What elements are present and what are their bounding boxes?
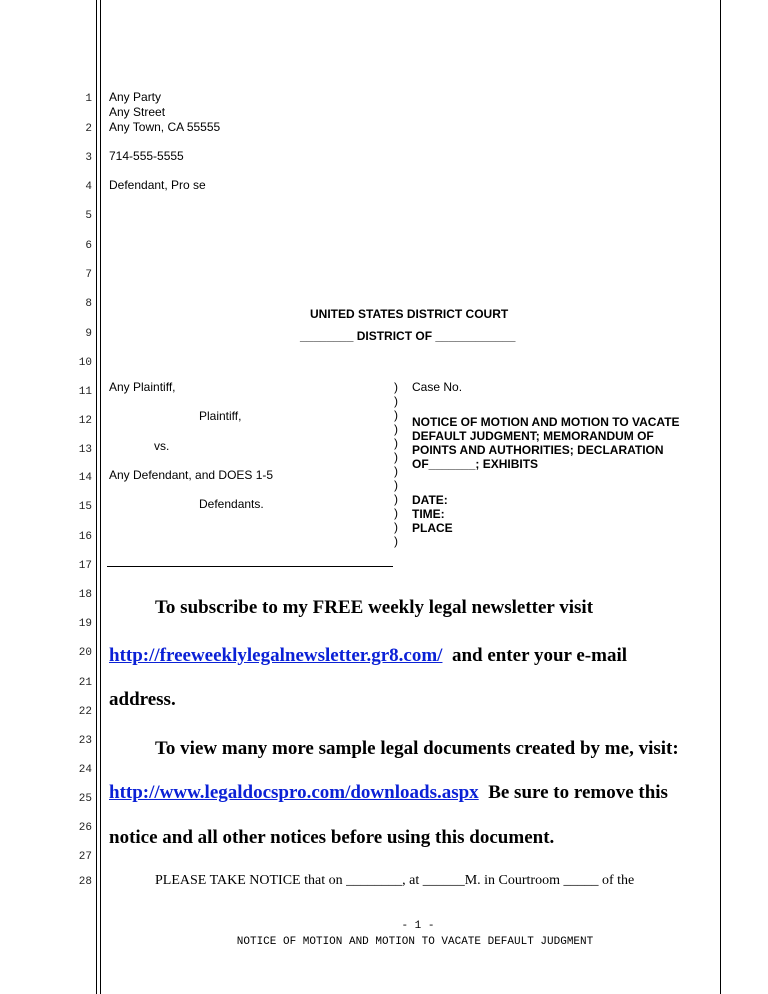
motion-title-line: DEFAULT JUDGMENT; MEMORANDUM OF <box>412 429 654 443</box>
caption-rule <box>107 566 393 567</box>
right-margin-line <box>720 0 721 994</box>
plaintiff-name: Any Plaintiff, <box>109 380 176 394</box>
line-number: 16 <box>78 531 92 543</box>
line-number: 11 <box>78 386 92 398</box>
view-documents-line: To view many more sample legal documents created by me, visit: <box>155 738 679 759</box>
newsletter-line-text: and enter your e-mail <box>451 645 628 666</box>
line-number: 26 <box>78 822 92 834</box>
caption-paren: ) <box>394 422 398 436</box>
notice-paragraph-line: PLEASE TAKE NOTICE that on ________, at ______M. in Courtroom _____ of the <box>155 873 635 888</box>
caption-paren: ) <box>394 492 398 506</box>
party-city: Any Town, CA 55555 <box>109 120 221 134</box>
line-number: 25 <box>78 793 92 805</box>
newsletter-link[interactable]: http://freeweeklylegalnewsletter.gr8.com/ <box>109 645 443 666</box>
line-number: 20 <box>78 647 92 659</box>
party-street: Any Street <box>109 105 166 119</box>
line-number: 6 <box>85 240 92 252</box>
line-number: 19 <box>78 618 92 630</box>
case-number-label: Case No. <box>412 380 463 394</box>
line-number: 15 <box>78 501 92 513</box>
defendants-label: Defendants. <box>199 497 264 511</box>
caption-paren: ) <box>394 380 398 394</box>
line-number: 21 <box>78 677 92 689</box>
caption-paren: ) <box>394 520 398 534</box>
court-district: ________ DISTRICT OF ____________ <box>300 329 516 343</box>
left-margin-line-inner <box>100 0 101 994</box>
line-number: 22 <box>78 706 92 718</box>
page-number: - 1 - <box>401 920 435 932</box>
footer-title: NOTICE OF MOTION AND MOTION TO VACATE DEFAULT JUDGMENT <box>236 936 594 948</box>
line-number: 5 <box>85 210 92 222</box>
caption-paren: ) <box>394 534 398 548</box>
line-number: 17 <box>78 560 92 572</box>
line-number: 23 <box>78 735 92 747</box>
downloads-line-text: Be sure to remove this <box>488 782 668 803</box>
motion-title-line: POINTS AND AUTHORITIES; DECLARATION <box>412 443 664 457</box>
line-number: 12 <box>78 415 92 427</box>
hearing-time-label: TIME: <box>412 507 445 521</box>
left-margin-line-outer <box>96 0 97 994</box>
line-number: 13 <box>78 444 92 456</box>
motion-title-line: OF_______; EXHIBITS <box>412 457 539 471</box>
line-number: 3 <box>85 152 92 164</box>
caption-paren: ) <box>394 450 398 464</box>
hearing-date-label: DATE: <box>412 493 448 507</box>
caption-paren: ) <box>394 506 398 520</box>
line-number: 9 <box>85 328 92 340</box>
line-number: 7 <box>85 269 92 281</box>
remove-notice-line: notice and all other notices before using this document. <box>109 827 555 848</box>
line-number: 18 <box>78 589 92 601</box>
caption-paren: ) <box>394 394 398 408</box>
caption-paren: ) <box>394 478 398 492</box>
party-role: Defendant, Pro se <box>109 178 206 192</box>
line-number: 27 <box>78 851 92 863</box>
versus-label: vs. <box>154 439 170 453</box>
caption-paren: ) <box>394 464 398 478</box>
court-name: UNITED STATES DISTRICT COURT <box>310 307 509 321</box>
party-phone: 714-555-5555 <box>109 149 184 163</box>
line-number: 8 <box>85 298 92 310</box>
address-line: address. <box>109 689 176 710</box>
downloads-line <box>109 782 668 804</box>
party-name: Any Party <box>109 90 162 104</box>
plaintiff-label: Plaintiff, <box>199 409 242 423</box>
hearing-place-label: PLACE <box>412 521 453 535</box>
newsletter-line <box>109 645 627 667</box>
caption-paren: ) <box>394 436 398 450</box>
downloads-link[interactable]: http://www.legaldocspro.com/downloads.aspx <box>109 782 479 803</box>
line-number: 4 <box>85 181 92 193</box>
subscribe-line: To subscribe to my FREE weekly legal newsletter visit <box>155 597 594 618</box>
caption-paren: ) <box>394 408 398 422</box>
defendant-name: Any Defendant, and DOES 1-5 <box>109 468 274 482</box>
line-number: 1 <box>85 93 92 105</box>
motion-title-line: NOTICE OF MOTION AND MOTION TO VACATE <box>412 415 680 429</box>
line-number: 14 <box>78 472 92 484</box>
line-number: 24 <box>78 764 92 776</box>
line-number: 28 <box>78 876 92 888</box>
line-number: 2 <box>85 123 92 135</box>
line-number: 10 <box>78 357 92 369</box>
